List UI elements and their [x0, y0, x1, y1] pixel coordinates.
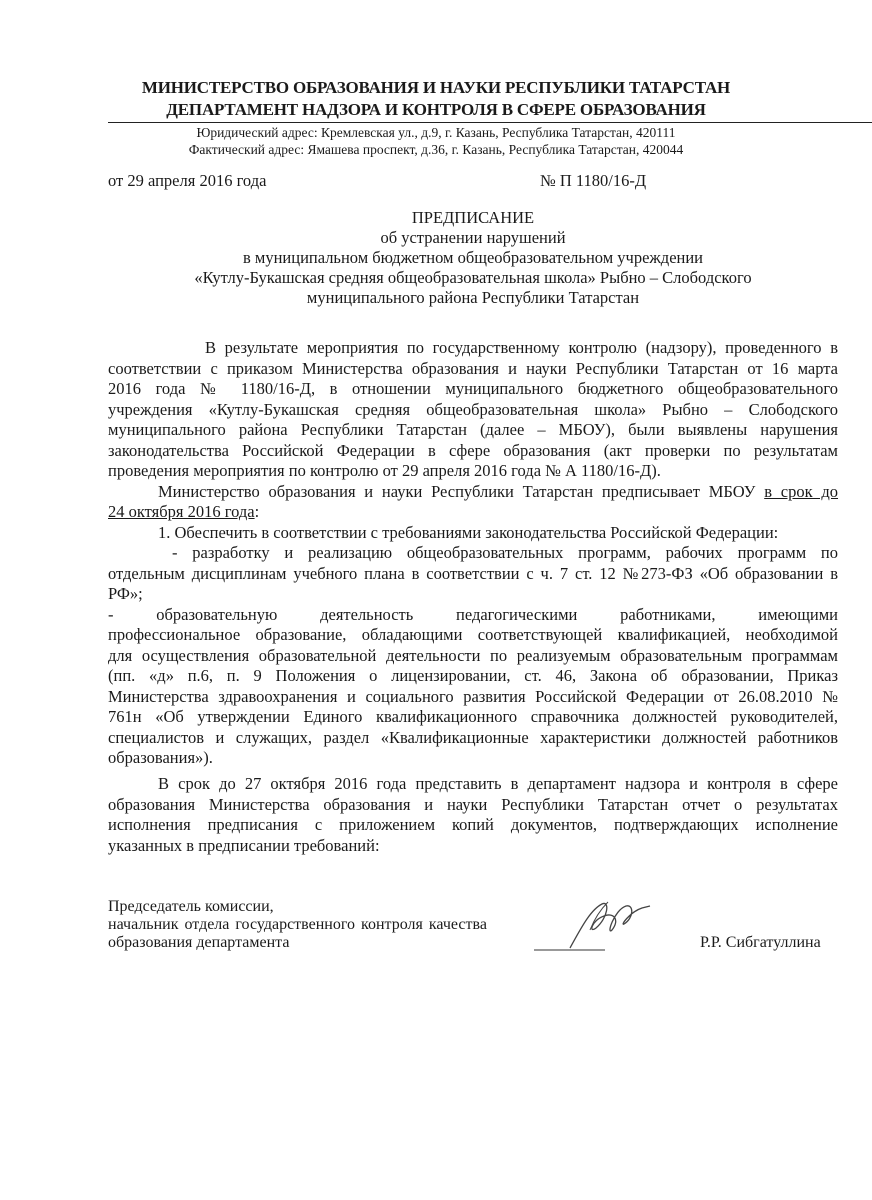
paragraph-line: муниципального района Республики Татарстан (далее – МБОУ), были выявлены нарушения	[108, 420, 838, 439]
document-title: ПРЕДПИСАНИЕ	[411, 208, 535, 227]
title-line: «Кутлу-Букашская средняя общеобразовательная школа» Рыбно – Слободского	[194, 268, 752, 287]
ministry-heading: МИНИСТЕРСТВО ОБРАЗОВАНИЯ И НАУКИ РЕСПУБЛИКИ ТАТАРСТАН	[141, 78, 731, 97]
paragraph-line: исполнения предписания с приложением копий документов, подтверждающих исполнение	[108, 815, 838, 834]
paragraph-line: В результате мероприятия по государственному контролю (надзору), проведенного в	[205, 338, 838, 357]
colon: :	[254, 502, 260, 521]
paragraph-line: 2016 года № 1180/16-Д, в отношении муниципального бюджетного общеобразовательного	[108, 379, 838, 398]
signatory-role: Председатель комиссии,	[108, 898, 274, 915]
paragraph-line: учреждения «Кутлу-Букашская средняя общеобразовательная школа» Рыбно – Слободского	[108, 399, 838, 419]
bullet-line: Министерства здравоохранения и социального развития Российской Федерации от 26.08.2010 №	[108, 686, 838, 706]
order-lead: Министерство образования и науки Республики Татарстан предписывает МБОУ	[158, 481, 756, 501]
signatory-role: начальник отдела государственного контроля качества	[108, 916, 487, 933]
paragraph-line: соответствии с приказом Министерства образования и науки Республики Татарстан от 16 марта	[108, 358, 838, 378]
bullet-line: отдельным дисциплинам учебного плана в соответствии с ч. 7 ст. 12 №273-ФЗ «Об образовании в	[108, 563, 838, 583]
document-number: № П 1180/16-Д	[540, 171, 647, 190]
title-line: в муниципальном бюджетном общеобразовательном учреждении	[242, 248, 704, 267]
bullet-line: специалистов и служащих, раздел «Квалификационные характеристики должностей работников	[108, 727, 838, 747]
paragraph-line: законодательства Российской Федерации в сфере образования (акт проверки по результатам	[108, 440, 838, 460]
actual-address: Фактический адрес: Ямашева проспект, д.36, г. Казань, Республика Татарстан, 420044	[188, 142, 684, 157]
bullet-line: - образовательную деятельность педагогическими работниками, имеющими	[108, 604, 838, 624]
bullet-line: - разработку и реализацию общеобразовательных программ, рабочих программ по	[172, 543, 838, 562]
paragraph-line: образования Министерства образования и науки Республики Татарстан отчет о результатах	[108, 794, 838, 814]
bullet-line: для осуществления образовательной деятельности по реализуемым образовательным программам	[108, 645, 838, 665]
handwritten-signature	[530, 890, 660, 960]
header-divider	[108, 122, 872, 123]
deadline-date: 24 октября 2016 года	[108, 502, 255, 521]
deadline-text: в срок до	[764, 481, 839, 501]
paragraph-line: проведения мероприятия по контролю от 29 апреля 2016 года № А 1180/16-Д).	[108, 461, 661, 480]
paragraph-line	[108, 502, 838, 522]
bullet-line: (пп. «д» п.6, п. 9 Положения о лицензировании, ст. 46, Закона об образовании, Приказ	[108, 666, 838, 685]
item-1: 1. Обеспечить в соответствии с требованиями законодательства Российской Федерации:	[158, 522, 779, 542]
document-date: от 29 апреля 2016 года	[108, 171, 267, 190]
bullet-line: РФ»;	[108, 584, 143, 603]
paragraph-line	[158, 482, 838, 502]
paragraph-line: В срок до 27 октября 2016 года представить в департамент надзора и контроля в сфере	[158, 774, 838, 793]
title-line: муниципального района Республики Татарстан	[306, 288, 640, 307]
title-line: об устранении нарушений	[380, 228, 566, 247]
paragraph-line: указанных в предписании требований:	[108, 835, 380, 855]
bullet-line: образования»).	[108, 748, 213, 767]
department-heading: ДЕПАРТАМЕНТ НАДЗОРА И КОНТРОЛЯ В СФЕРЕ ОБРАЗОВАНИЯ	[166, 100, 706, 119]
signatory-name: Р.Р. Сибгатуллина	[700, 934, 821, 951]
legal-address: Юридический адрес: Кремлевская ул., д.9, г. Казань, Республика Татарстан, 420111	[196, 125, 676, 140]
bullet-line: профессиональное образование, обладающими соответствующей квалификацией, необходимой	[108, 625, 838, 644]
bullet-line: 761н «Об утверждении Единого квалификационного справочника должностей руководителей,	[108, 707, 838, 726]
signatory-role: образования департамента	[108, 934, 290, 951]
